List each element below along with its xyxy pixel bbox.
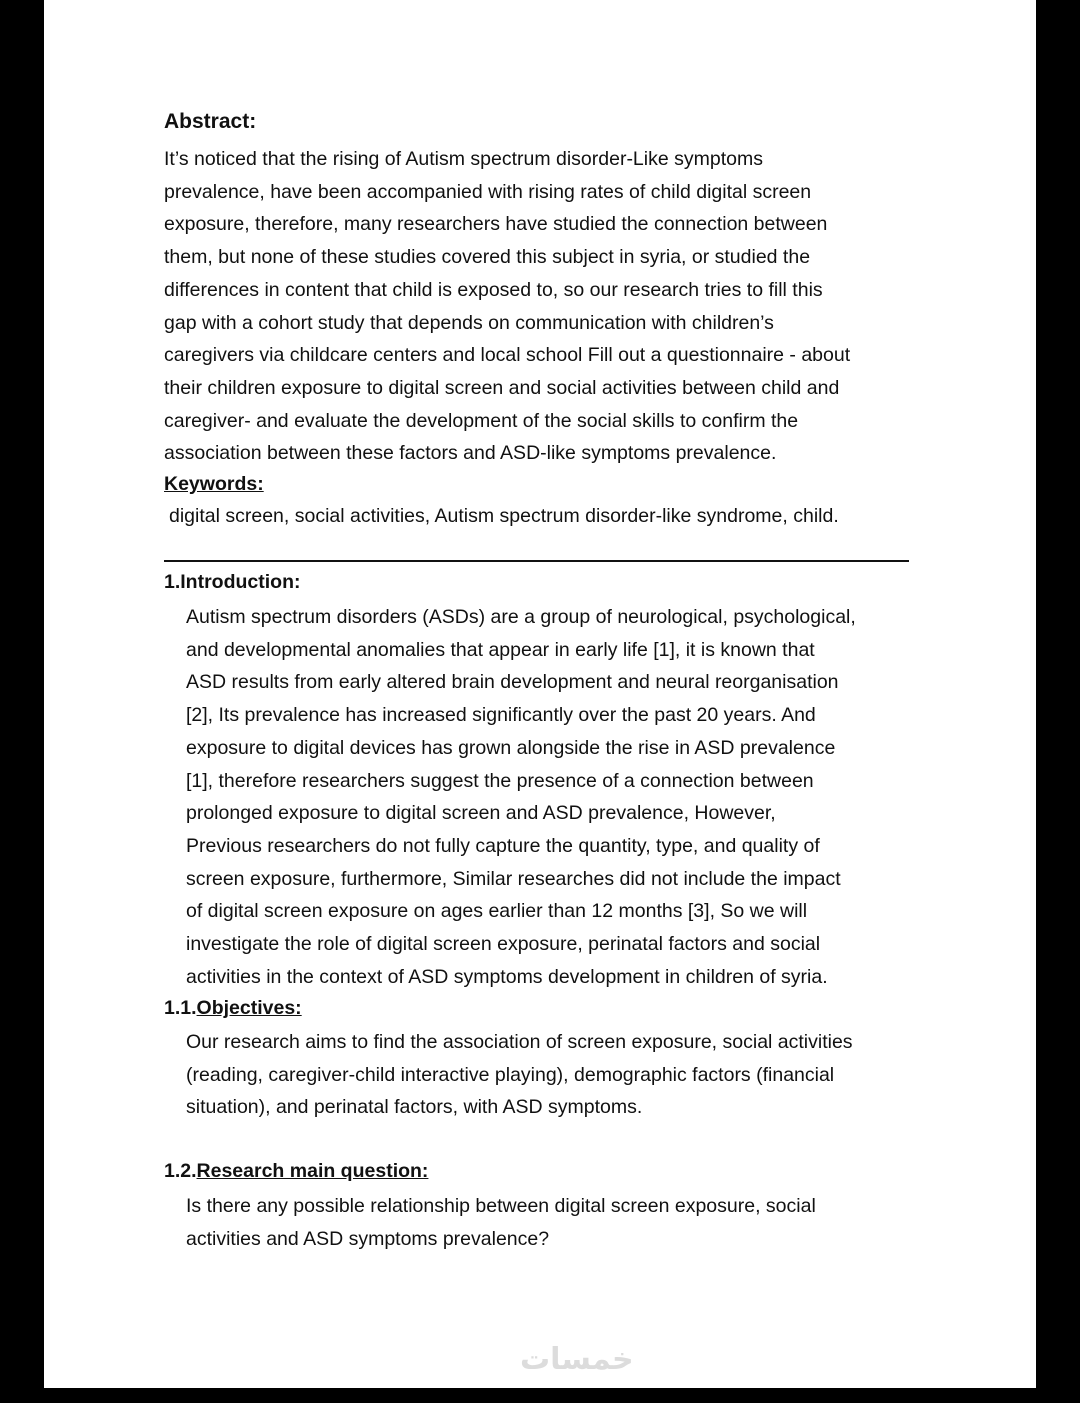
- abstract-line: their children exposure to digital screen and social activities between child and: [164, 376, 840, 399]
- research-question-number: 1.2.: [164, 1160, 197, 1182]
- introduction-line: activities in the context of ASD symptoms development in children of syria.: [186, 965, 828, 988]
- introduction-number: 1.: [164, 571, 181, 593]
- introduction-line: Autism spectrum disorders (ASDs) are a group of neurological, psychological,: [186, 606, 856, 628]
- introduction-line: [1], therefore researchers suggest the presence of a connection between: [186, 769, 814, 792]
- objectives-line: (reading, caregiver-child interactive playing), demographic factors (financial: [186, 1063, 835, 1086]
- keywords-text: digital screen, social activities, Autism spectrum disorder-like syndrome, child.: [169, 505, 839, 527]
- abstract-line: caregiver- and evaluate the development of the social skills to confirm the: [164, 409, 799, 432]
- research-question-line: activities and ASD symptoms prevalence?: [186, 1227, 550, 1250]
- objectives-paragraph: [186, 1026, 926, 1124]
- keywords-heading: Keywords:: [164, 473, 264, 495]
- section-divider: [164, 560, 909, 562]
- introduction-line: of digital screen exposure on ages earlier than 12 months [3], So we will: [186, 900, 808, 923]
- abstract-line: exposure, therefore, many researchers have studied the connection between: [164, 213, 828, 236]
- objectives-line: situation), and perinatal factors, with ASD symptoms.: [186, 1096, 643, 1119]
- research-question-title: Research main question:: [196, 1160, 429, 1182]
- introduction-line: exposure to digital devices has grown alongside the rise in ASD prevalence: [186, 736, 836, 759]
- abstract-line: caregivers via childcare centers and local school Fill out a questionnaire - about: [164, 344, 851, 367]
- research-question-line: Is there any possible relationship between digital screen exposure, social: [186, 1195, 816, 1217]
- abstract-line: them, but none of these studies covered this subject in syria, or studied the: [164, 246, 811, 269]
- objectives-number: 1.1.: [164, 997, 197, 1019]
- abstract-line: prevalence, have been accompanied with rising rates of child digital screen: [164, 180, 812, 203]
- objectives-line: Our research aims to find the association of screen exposure, social activities: [186, 1031, 853, 1053]
- objectives-title: Objectives:: [196, 997, 302, 1019]
- introduction-paragraph: [186, 601, 926, 993]
- research-question-heading: [164, 1160, 428, 1183]
- introduction-title: Introduction:: [180, 571, 301, 593]
- abstract-line: gap with a cohort study that depends on communication with children’s: [164, 311, 774, 334]
- introduction-line: investigate the role of digital screen exposure, perinatal factors and social: [186, 933, 821, 956]
- introduction-heading: [164, 571, 300, 594]
- abstract-line: It’s noticed that the rising of Autism spectrum disorder-Like symptoms: [164, 148, 763, 170]
- objectives-heading: [164, 997, 302, 1020]
- abstract-line: association between these factors and ASD-like symptoms prevalence.: [164, 442, 777, 465]
- abstract-paragraph: [164, 143, 924, 470]
- watermark-logo: خمسات: [520, 1342, 634, 1377]
- introduction-line: Previous researchers do not fully capture the quantity, type, and quality of: [186, 834, 820, 857]
- introduction-line: prolonged exposure to digital screen and ASD prevalence, However,: [186, 802, 776, 825]
- document-page: [44, 0, 1036, 1388]
- introduction-line: and developmental anomalies that appear in early life [1], it is known that: [186, 638, 815, 661]
- introduction-line: ASD results from early altered brain development and neural reorganisation: [186, 671, 839, 694]
- introduction-line: screen exposure, furthermore, Similar researches did not include the impact: [186, 867, 841, 890]
- abstract-heading: Abstract:: [164, 110, 257, 133]
- abstract-line: differences in content that child is exposed to, so our research tries to fill this: [164, 278, 823, 301]
- research-question-paragraph: [186, 1190, 926, 1255]
- introduction-line: [2], Its prevalence has increased significantly over the past 20 years. And: [186, 704, 816, 727]
